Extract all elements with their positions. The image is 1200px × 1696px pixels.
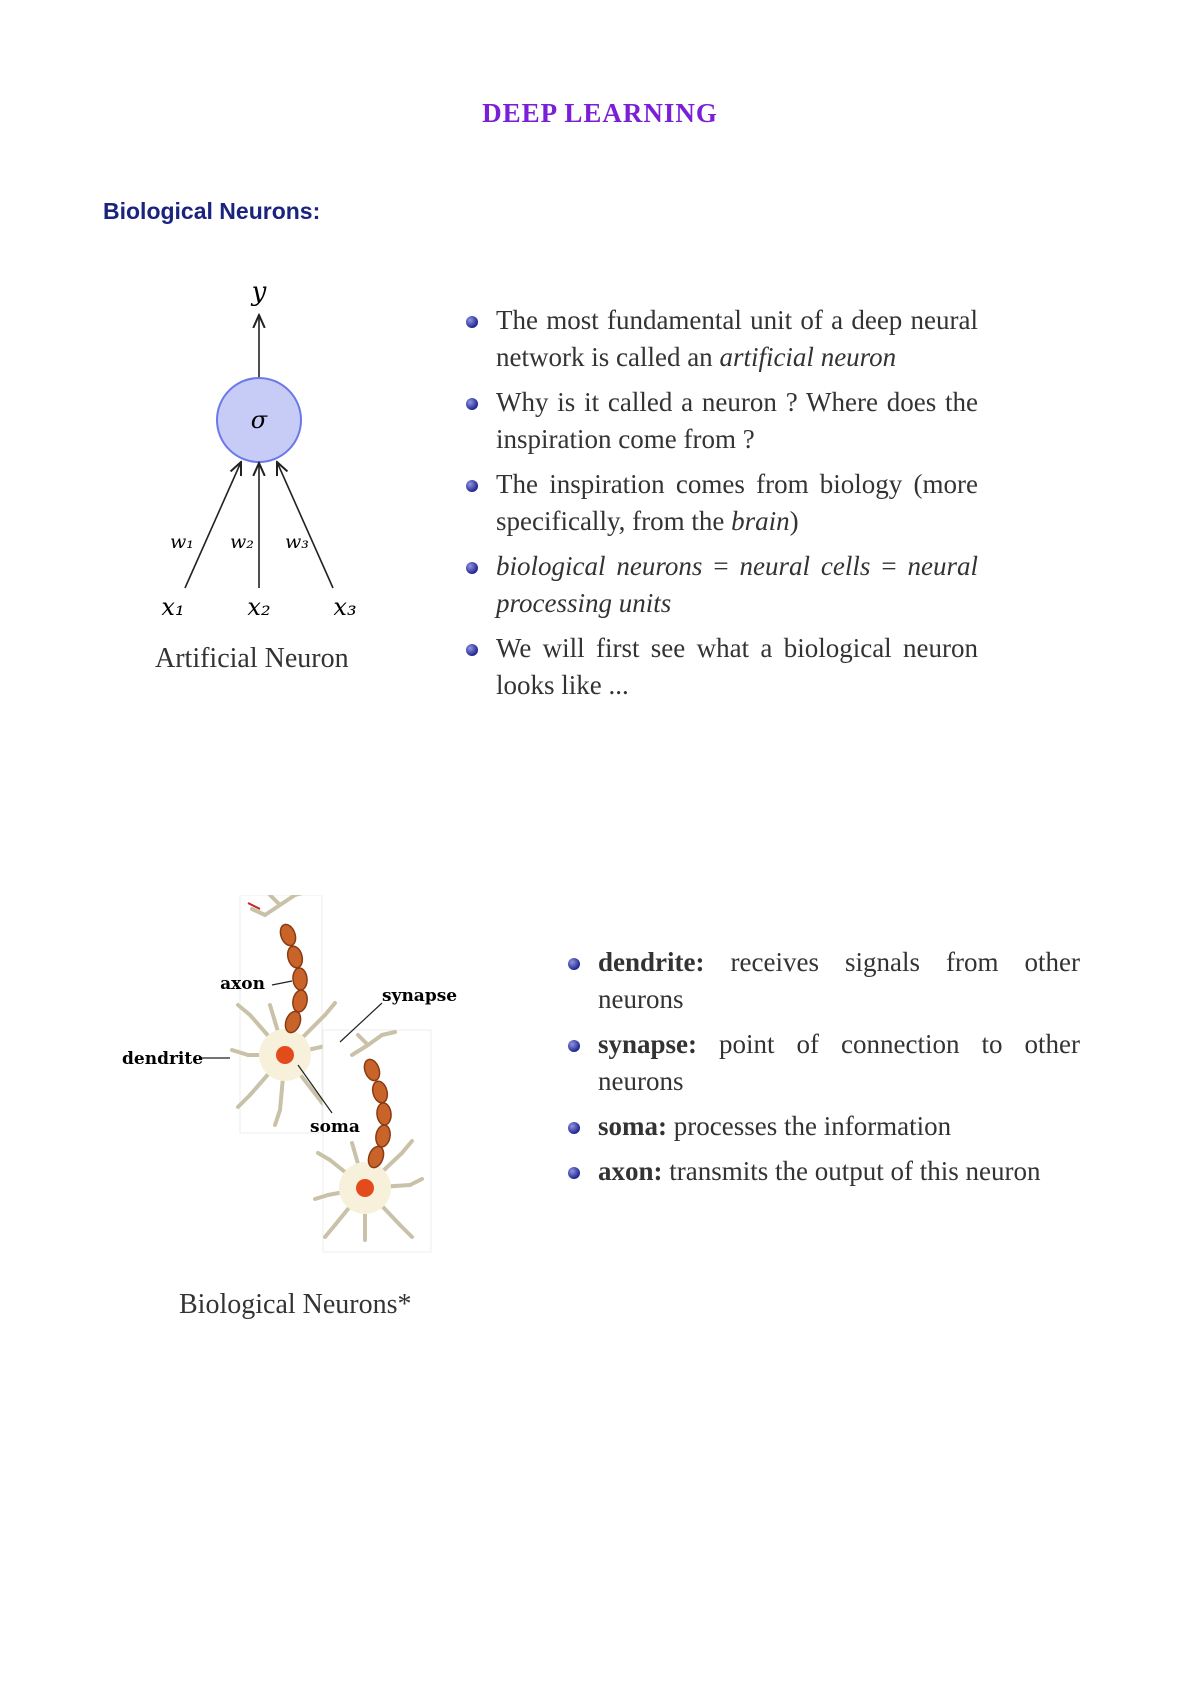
page-title: DEEP LEARNING bbox=[482, 98, 718, 128]
bullet-term: synapse: bbox=[598, 1029, 698, 1059]
input-label-3: x₃ bbox=[333, 593, 357, 621]
bullet-item bbox=[568, 1026, 1080, 1100]
bullet-text: processes the information bbox=[667, 1111, 952, 1141]
bullet-dot-icon bbox=[466, 562, 478, 574]
bullet-item bbox=[568, 1153, 1080, 1190]
bullet-dot-icon bbox=[568, 1167, 580, 1179]
bullet-text: The most fundamental unit of a deep neural network is called an bbox=[496, 305, 978, 372]
bullet-term: soma: bbox=[598, 1111, 667, 1141]
input-edge-1 bbox=[185, 462, 241, 588]
sigma-label: σ bbox=[250, 406, 268, 434]
soma-label: soma bbox=[310, 1117, 360, 1137]
bullet-item bbox=[466, 384, 978, 458]
output-label: y bbox=[251, 277, 267, 307]
bullet-text: neural processing units bbox=[496, 551, 978, 618]
bullet-dot-icon bbox=[466, 644, 478, 656]
figure-caption-biological-neurons: Biological Neurons* bbox=[179, 1289, 412, 1320]
bullet-text: artificial neuron bbox=[719, 342, 897, 372]
bullet-text: biological neurons bbox=[496, 551, 703, 581]
input-edge-3 bbox=[277, 462, 333, 588]
weight-label-1: w₁ bbox=[170, 531, 194, 553]
soma-top bbox=[276, 1046, 294, 1064]
bullet-term: axon: bbox=[598, 1156, 663, 1186]
bullet-dot-icon bbox=[466, 480, 478, 492]
bullet-text: receives signals from other neurons bbox=[598, 947, 1080, 1014]
bullet-item bbox=[568, 944, 1080, 1018]
bullet-dot-icon bbox=[568, 958, 580, 970]
bullet-text: point of connection to other neurons bbox=[598, 1029, 1080, 1096]
bullet-dot-icon bbox=[466, 398, 478, 410]
bullet-item bbox=[466, 630, 978, 704]
bullet-list-neuron-parts bbox=[568, 944, 1080, 1198]
input-label-2: x₂ bbox=[247, 593, 271, 621]
weight-label-2: w₂ bbox=[230, 531, 254, 553]
bullet-text: transmits the output of this neuron bbox=[662, 1156, 1041, 1186]
biological-neurons-illustration bbox=[120, 895, 500, 1315]
bullet-item bbox=[466, 466, 978, 540]
bullet-dot-icon bbox=[568, 1040, 580, 1052]
figure-caption-artificial-neuron: Artificial Neuron bbox=[155, 643, 349, 674]
bullet-text: = bbox=[870, 551, 908, 581]
bullet-item bbox=[568, 1108, 1080, 1145]
bullet-list-intro bbox=[466, 302, 978, 712]
bullet-dot-icon bbox=[466, 316, 478, 328]
bullet-text: ) bbox=[789, 506, 799, 536]
bullet-text: We will first see what a biological neuron looks like ... bbox=[496, 633, 978, 700]
section-heading: Biological Neurons: bbox=[103, 198, 321, 224]
neuron-illustration-bottom bbox=[315, 1030, 431, 1252]
bullet-text: = bbox=[702, 551, 740, 581]
input-label-1: x₁ bbox=[161, 593, 185, 621]
bullet-text: brain bbox=[731, 506, 790, 536]
dendrite-label: dendrite bbox=[122, 1049, 204, 1069]
bullet-text: The inspiration comes from biology (more specifically, from the bbox=[496, 469, 978, 536]
bullet-text: neural cells bbox=[739, 551, 871, 581]
bullet-text: Why is it called a neuron ? Where does the inspiration come from ? bbox=[496, 387, 978, 454]
synapse-label: synapse bbox=[382, 986, 458, 1006]
bullet-dot-icon bbox=[568, 1122, 580, 1134]
bullet-item bbox=[466, 302, 978, 376]
artificial-neuron-diagram bbox=[130, 270, 430, 690]
axon-label: axon bbox=[220, 974, 265, 994]
weight-label-3: w₃ bbox=[285, 531, 309, 553]
soma-bottom bbox=[356, 1179, 374, 1197]
bullet-item bbox=[466, 548, 978, 622]
bullet-term: dendrite: bbox=[598, 947, 705, 977]
